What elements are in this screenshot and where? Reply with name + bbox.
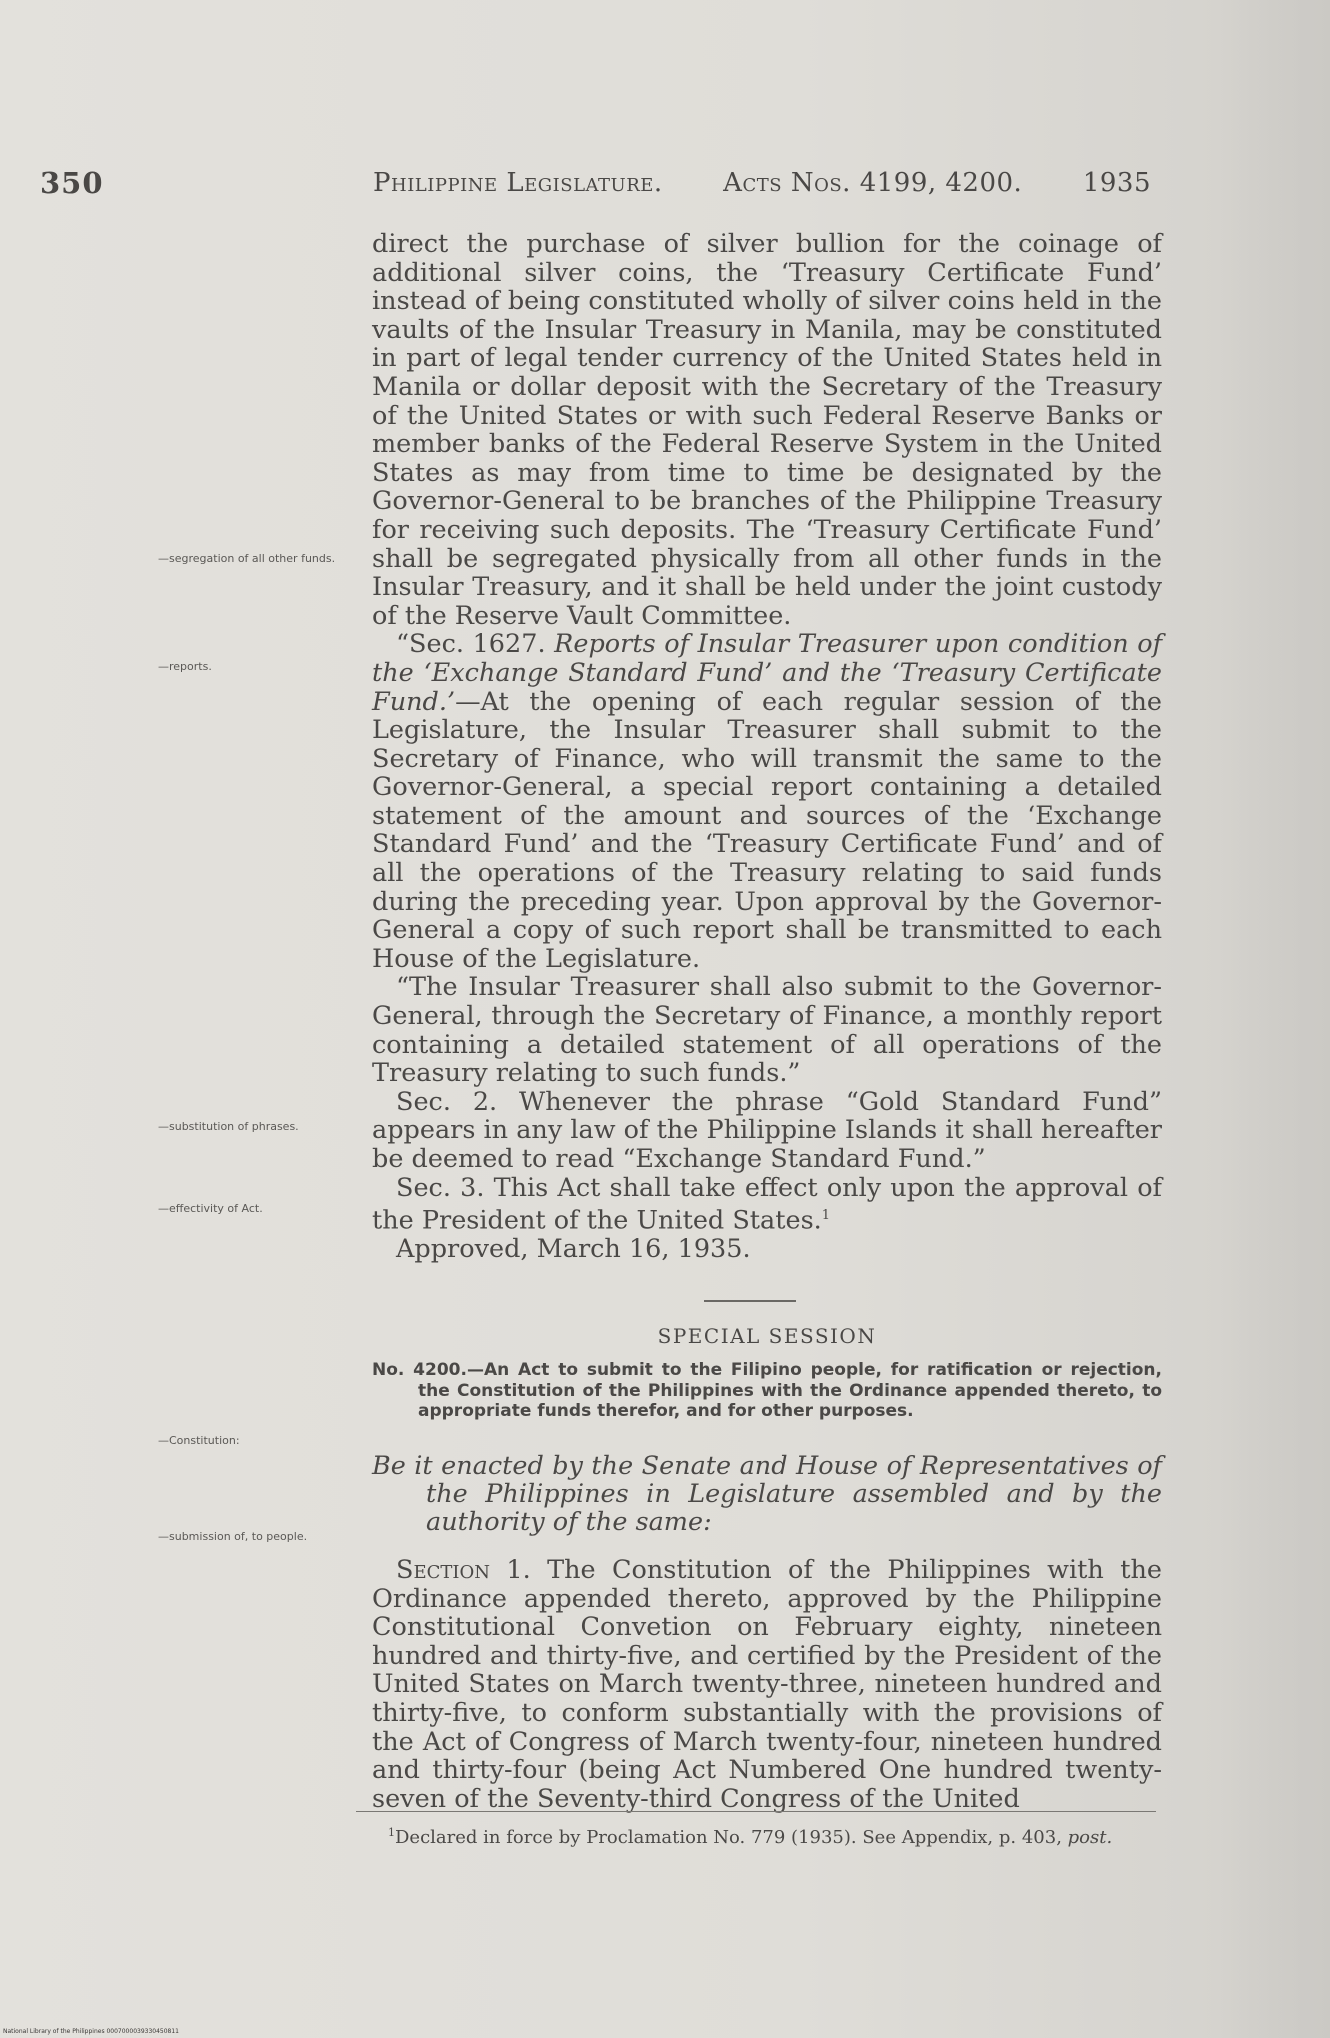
footnote-mark: 1 [388,1826,395,1839]
page-number: 350 [40,166,104,200]
special-session-heading: SPECIAL SESSION [657,1324,877,1348]
approved-date: Approved, March 16, 1935. [396,1234,751,1265]
act-4200-section-1 [372,1556,1162,1813]
margin-note-effectivity: —effectivity of Act. [158,1202,263,1215]
margin-note-constitution: —Constitution: [158,1434,240,1447]
page-edge-shade [1220,0,1330,2038]
paragraph-treasury-certificate-fund: direct the purchase of silver bullion for the coinage of additional silver coins, the ‘Treasury Certificate Fund’ instead of being constituted wholly of silver coins held in the vaults of the Insular Treasury in Manila, may be constituted in part of legal tender currency of the United States held in Manila or dollar deposit with the Secretary of the Treasury of the United States or with such Federal Reserve Banks or member banks of the Federal Reserve System in the United States as may from time to time be designated by the Governor-General to be branches of the Philippine Treasury for receiving such deposits. The ‘Treasury Certificate Fund’ shall be segregated physically from all other funds in the Insular Treasury, and it shall be held under the joint custody of the Reserve Vault Committee. [372,229,1162,631]
section-2: Sec. 2. Whenever the phrase “Gold Standard Fund” appears in any law of the Philippine Islands it shall hereafter be deemed to read “Exchange Standard Fund.” [372,1086,1162,1174]
act-4200-summary: No. 4200.—An Act to submit to the Filipino people, for ratification or rejection, the Constitution of the Philippines with the Ordinance appended thereto, to appropriate funds therefor, and for other purposes. [372,1360,1162,1421]
section-1627-text: —At the opening of each regular session of the Legislature, the Insular Treasurer shall submit to the Secretary of Finance, who will transmit the same to the Governor-General, a special report containing a detailed statement of the amount and sources of the ‘Exchange Standard Fund’ and the ‘Treasury Certificate Fund’ and of all the operations of the Treasury relating to said funds during the preceding year. Upon approval by the Governor-General a copy of such report shall be transmitted to each House of the Legislature. [372,686,1162,974]
running-year: 1935 [1082,168,1151,198]
scan-caption: National Library of the Philippines 0007000039330450811 [3,2028,180,2035]
margin-note-segregation: —segregation of all other funds. [158,552,336,565]
enacting-clause: Be it enacted by the Senate and House of Representatives of the Philippines in Legislature assembled and by the authority of the same: [372,1451,1162,1537]
act-numbers: Acts Nos. 4199, 4200. [723,168,1023,198]
section-3-text: Sec. 3. This Act shall take effect only upon the approval of the President of the United States. [372,1172,1162,1236]
section-1627 [372,630,1162,973]
section-1627-lead: “Sec. 1627. [396,629,546,660]
act-4200-body [372,1556,1162,1813]
margin-note-substitution: —substitution of phrases. [158,1120,299,1133]
footnote-text: Declared in force by Proclamation No. 779 (1935). See Appendix, p. 403, [395,1827,1062,1848]
section-1-lead: Section 1. [396,1555,531,1585]
running-title: Philippine Legislature. [373,168,663,198]
section-divider [704,1300,796,1302]
footnote [372,1822,1162,1849]
body-text [372,230,1162,1264]
footnote-rule [356,1811,1156,1812]
running-head [373,168,1151,198]
section-1627-title: Reports of Insular Treasurer upon condition of the ‘Exchange Standard Fund’ and the ‘Treasury Certificate Fund.’ [372,629,1163,717]
margin-note-submission: —submission of, to people. [158,1530,308,1543]
margin-note-reports: —reports. [158,660,212,673]
footnote-post: post. [1067,1827,1113,1848]
section-1-text: The Constitution of the Philippines with the Ordinance appended thereto, approved by the Philippine Constitutional Convetion on February eighty, nineteen hundred and thirty-five, and certified by the President of the United States on March twenty-three, nineteen hundred and thirty-five, to conform substantially with the provisions of the Act of Congress of March twenty-four, nineteen hundred and thirty-four (being Act Numbered One hundred twenty-seven of the Seventy-third Congress of the United [372,1555,1162,1814]
paragraph-monthly-report: “The Insular Treasurer shall also submit to the Governor-General, through the Secretary of Finance, a monthly report containing a detailed statement of all operations of the Treasury relating to such funds.” [372,972,1162,1089]
section-3 [372,1174,1162,1236]
footnote-marker: 1 [821,1208,831,1224]
